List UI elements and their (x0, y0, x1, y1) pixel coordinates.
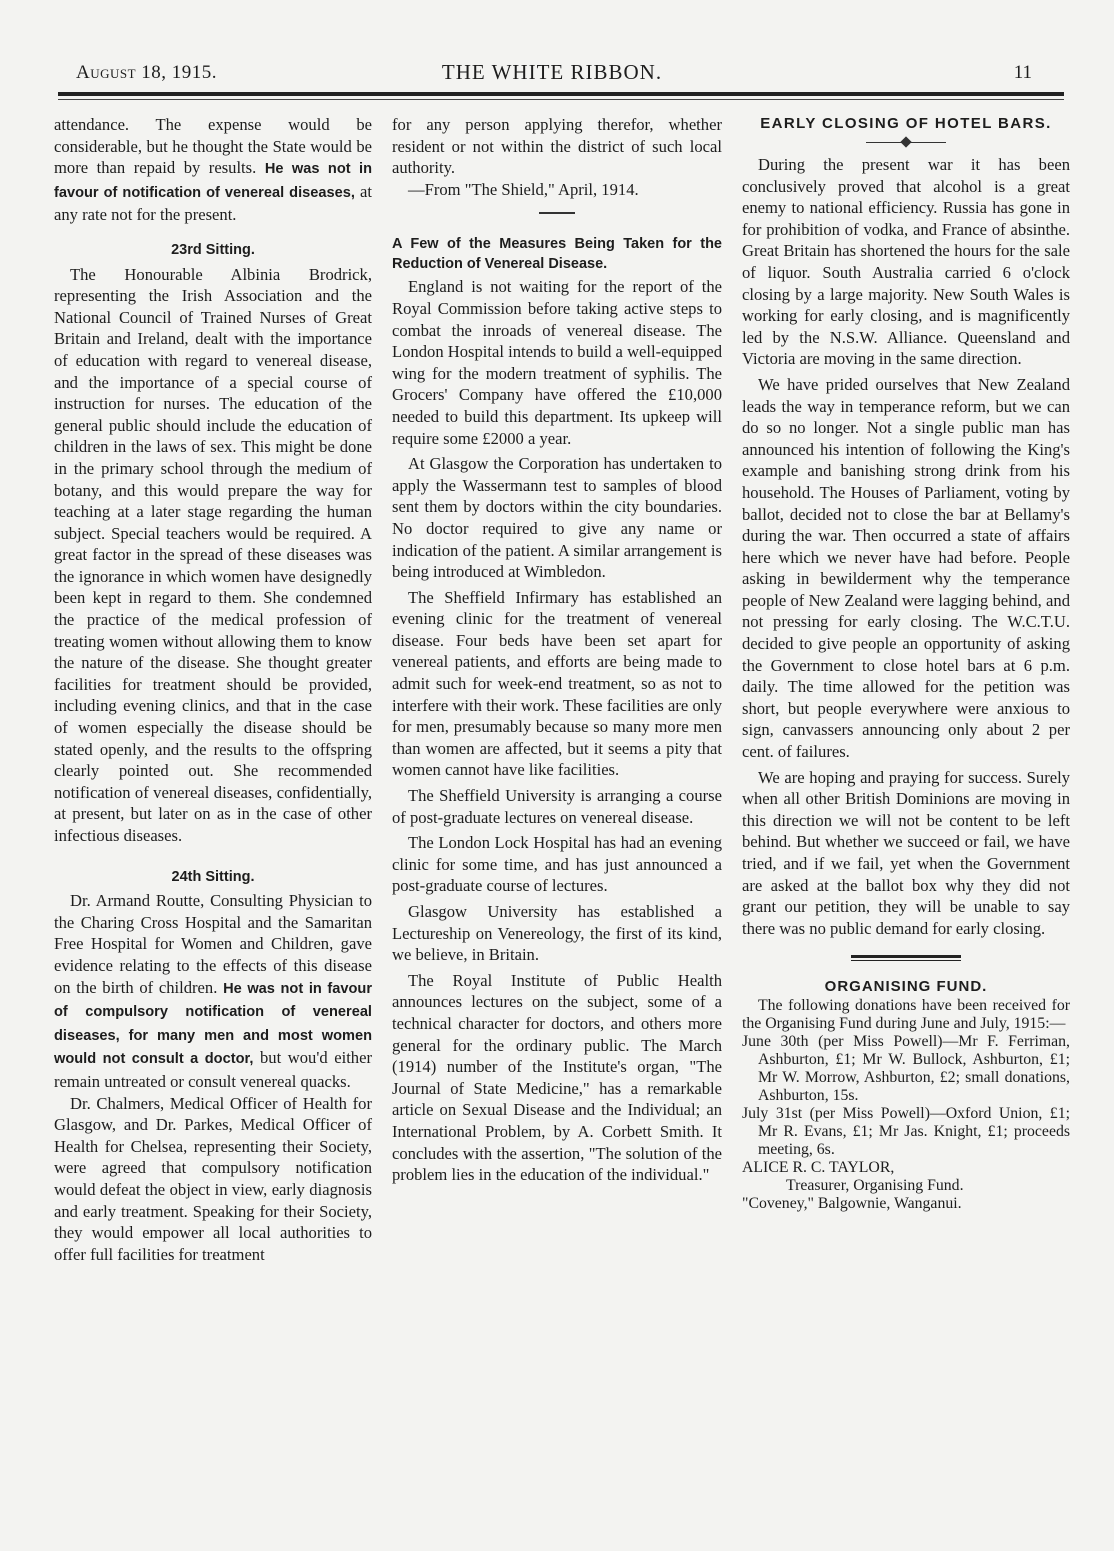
intro-paragraph (54, 114, 372, 226)
section-divider (539, 212, 575, 214)
routte-end-text: but wou'd either remain untreated or consult venereal quacks. (54, 1048, 372, 1091)
paragraph-24th-sitting (54, 890, 372, 1092)
organising-fund-body (742, 997, 1070, 1213)
signature-title: Treasurer, Organising Fund. (786, 1177, 964, 1195)
paragraph-sheffield-university: The Sheffield University is arranging a course of post-graduate lectures on venereal disease. (392, 786, 722, 827)
paragraph-royal-institute: The Royal Institute of Public Health announces lectures on the subject, some of a technical character for doctors, and others more general for the ordinary public. The March (1914) number of the Institute's organ, "The Journal of State Medicine," has a remarkable article on Sexual Disease and the Individual; an International Problem, by A. Corbett Smith. It concludes with the assertion, "The solution of the problem lies in the education of the individual." (392, 970, 722, 1185)
header-rule (58, 92, 1064, 96)
paragraph-england: England is not waiting for the report of the Royal Commission before taking active steps to combat the inroads of venereal disease. The London Hospital intends to build a well-equipped wing for the modern treatment of syphilis. The Grocers' Company have offered the £10,000 needed to build this department. Its upkeep will require some £2000 a year. (392, 277, 722, 448)
paragraph-lock-hospital: The London Lock Hospital has had an evening clinic for some time, and has just announced a post-graduate course of lectures. (392, 833, 722, 896)
page-number: 11 (1013, 62, 1032, 83)
intro-end-text: at any rate not for the present. (54, 181, 372, 225)
intro-bold-text: He was not in favour of notification of venereal diseases, (54, 161, 372, 201)
section-heading-23rd: 23rd Sitting. (171, 241, 255, 258)
paragraph-sheffield: The Sheffield Infirmary has established an evening clinic for the treatment of venereal disease. Four beds have been set apart for venereal patients, and efforts are being made to admit such for week-end treatment, so as not to interfere with their work. These facilities are only for men, presumably because so many more men than women are affected, but it seems a pity that women cannot have like facilities. (392, 587, 722, 780)
issue-date: August 18, 1915. (76, 62, 218, 83)
paragraph-23rd-sitting: The Honourable Albinia Brodrick, representing the Irish Association and the National Council of Trained Nurses of Great Britain and Ireland, dealt with the importance of education with regard to venereal disease, and the importance of a special course of instruction for nurses. The education of the general public should include the education of children in the laws of sex. This might be done in the primary school through the medium of botany, and this would prepare the way for teaching at a later stage regarding the human subject. Special teachers would be required. A great factor in the spread of these diseases was the ignorance in which women have designedly been kept in regard to them. She condemned the practice of the medical profession of treating women without allowing them to know the nature of the disease. She thought greater facilities for treatment should be provided, including evening clinics, and that in the case of women especially the disease should be stated openly, and the results to the offspring clearly pointed out. She recommended notification of venereal diseases, confidentially, at present, but later on as in the case of other infectious diseases. (54, 264, 372, 845)
header-rule-thin (58, 99, 1064, 100)
paragraph-early-closing-3: We are hoping and praying for success. Surely when all other British Dominions are moving in this direction we will not be content to be left behind. But whether we succeed or fail, we have tried, and if we fail, yet when the Government are asked at the ballot box why they did not grant our petition, they will be unable to say there was no public demand for early closing. (742, 767, 1070, 938)
source-citation: —From "The Shield," April, 1914. (408, 179, 639, 199)
paragraph-chalmers: Dr. Chalmers, Medical Officer of Health for Glasgow, and Dr. Parkes, Medical Officer of Health for Chelsea, representing their Society, were agreed that compulsory notification would defeat the object in view, early diagnosis and early treatment. Speaking for their Society, they would empower all local authorities to offer full facilities for treatment (54, 1093, 372, 1264)
intro-text: attendance. The expense would be considerable, but he thought the State would be more than repaid by results. (54, 115, 372, 178)
double-rule-divider (851, 955, 961, 961)
signature-name: ALICE R. C. TAYLOR, (742, 1159, 895, 1177)
early-closing-heading: EARLY CLOSING OF HOTEL BARS. (760, 115, 1052, 132)
signature-address: "Coveney," Balgownie, Wanganui. (742, 1195, 962, 1213)
page-header (72, 56, 1032, 86)
column-3 (742, 114, 1070, 1213)
measures-heading: A Few of the Measures Being Taken for the Reduction of Venereal Disease. (392, 236, 722, 273)
routte-text: Dr. Armand Routte, Consulting Physician to the Charing Cross Hospital and the Samaritan Free Hospital for Women and Children, gave evidence relating to the effects of this disease on the birth of children. (54, 891, 372, 997)
fund-intro: The following donations have been received for the Organising Fund during June and July, 1915:— (742, 997, 1070, 1033)
paragraph-early-closing-2: We have prided ourselves that New Zealand leads the way in temperance reform, but we can do so no longer. Not a single public man has announced his intention of following the King's example and banishing strong drink from his household. The Houses of Parliament, voting by ballot, decided not to close the bar at Bellamy's during the war. Then occurred a state of affairs here which we never have had before. People asking in bewilderment why the temperance people of New Zealand were lagging behind, and not pressing for early closing. The W.C.T.U. decided to give people an opportunity of asking the Government to close hotel bars at 6 p.m. daily. The time allowed for the petition was short, but people everywhere were anxious to sign, canvassers announcing only about 2 per cent. of failures. (742, 374, 1070, 762)
organising-fund-heading: ORGANISING FUND. (824, 978, 988, 996)
paragraph-early-closing-1: During the present war it has been conclusively proved that alcohol is a great enemy to national efficiency. Russia has gone in for prohibition of vodka, and France of absinthe. Great Britain has shortened the hours for the sale of liquor. South Australia carried 6 o'clock closing by a large majority. New South Wales is working for early closing, and is magnificently led by the N.S.W. Alliance. Queensland and Victoria are moving in the same direction. (742, 155, 1070, 369)
section-heading-24th: 24th Sitting. (171, 868, 255, 885)
paragraph-glasgow-university: Glasgow University has established a Lectureship on Venereology, the first of its kind, we believe, in Britain. (392, 902, 722, 965)
ornament-divider (866, 140, 946, 146)
fund-june: June 30th (per Miss Powell)—Mr F. Ferriman, Ashburton, £1; Mr W. Bullock, Ashburton, £1; Mr W. Morrow, Ashburton, £2; small donations, Ashburton, 15s. (742, 1033, 1070, 1105)
continuation-paragraph: for any person applying therefor, whether resident or not within the district of such local authority. (392, 115, 722, 178)
routte-bold-text: He was not in favour of compulsory notification of venereal diseases, for many men and most women would not consult a doctor, (54, 980, 372, 1068)
column-2 (392, 114, 722, 1186)
column-1 (54, 114, 372, 1265)
publication-title: THE WHITE RIBBON. (441, 60, 663, 84)
paragraph-glasgow: At Glasgow the Corporation has undertaken to apply the Wassermann test to samples of blood sent them by doctors within the city boundaries. No doctor required to give any name or indication of the patient. A similar arrangement is being introduced at Wimbledon. (392, 454, 722, 582)
fund-july: July 31st (per Miss Powell)—Oxford Union, £1; Mr R. Evans, £1; Mr Jas. Knight, £1; proceeds meeting, 6s. (742, 1105, 1070, 1159)
